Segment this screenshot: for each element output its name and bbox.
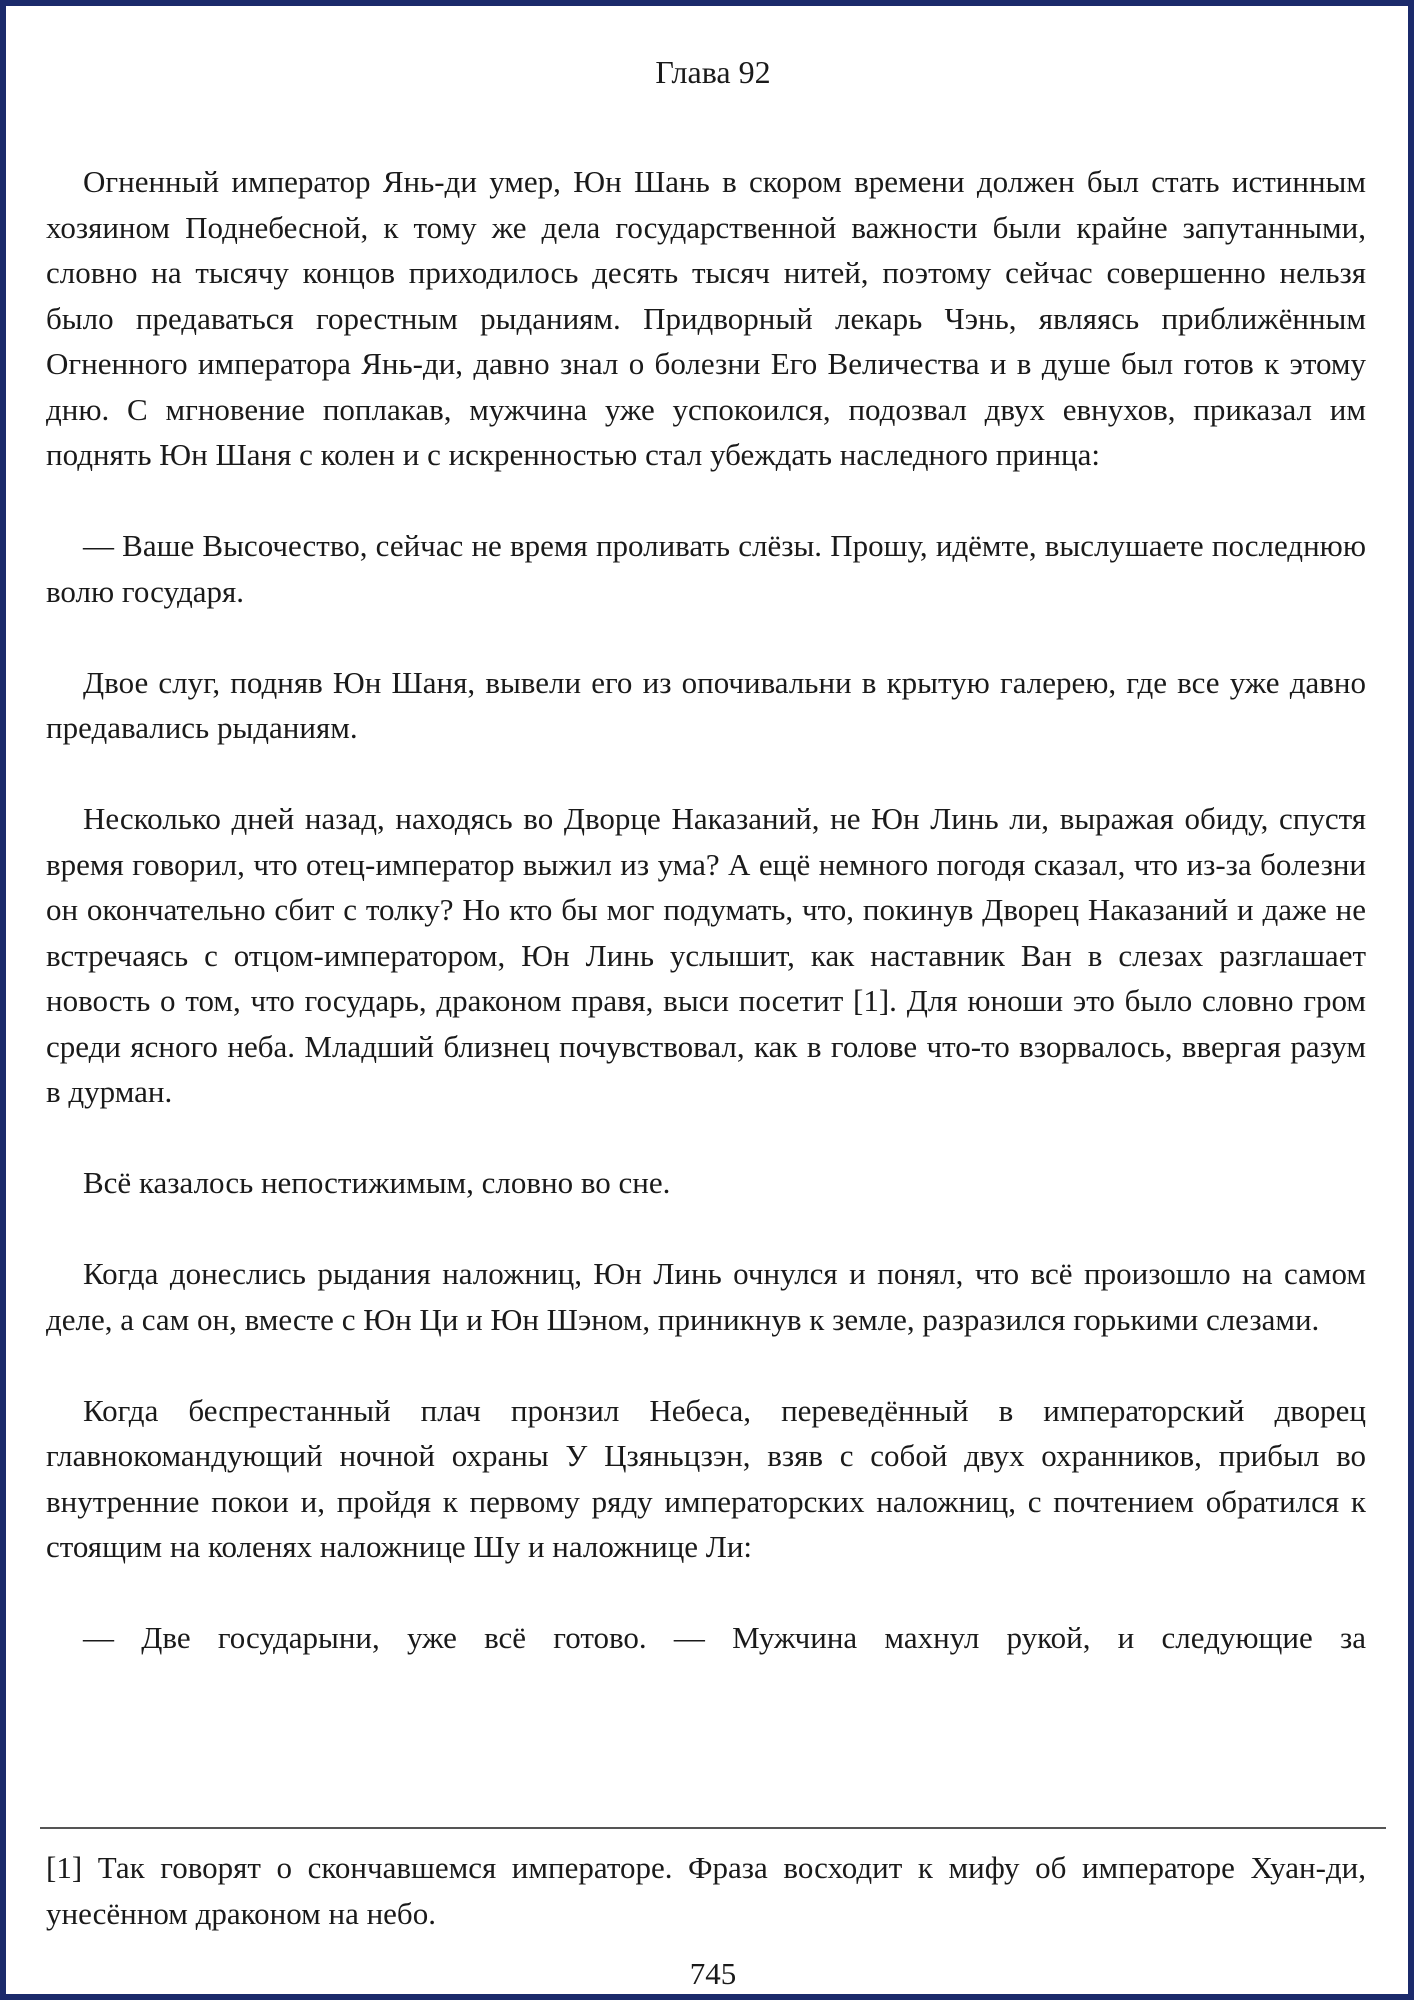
paragraph-4: Несколько дней назад, находясь во Дворце Наказаний, не Юн Линь ли, выражая обиду, спустя время говорил, что отец-император выжил из ума? А ещё немного погодя сказал, что из-за болезни он окончательно сбит с толку? Но кто бы мог подумать, что, покинув Дворец Наказаний и даже не встречаясь с отцом-императором, Юн Линь услышит, как наставник Ван в слезах разглашает новость о том, что государь, драконом правя, выси посетит [1]. Для юноши это было словно гром среди ясного неба. Младший близнец почувствовал, как в голове что-то взорвалось, ввергая разум в дурман.: [46, 801, 1366, 1109]
footnote: [1] Так говорят о скончавшемся императоре. Фраза восходит к мифу об императоре Хуан-ди, унесённом драконом на небо.: [46, 1850, 1366, 1931]
paragraph-1: Огненный император Янь-ди умер, Юн Шань в скором времени должен был стать истинным хозяином Поднебесной, к тому же дела государственной важности были крайне запутанными, словно на тысячу концов приходилось десять тысяч нитей, поэтому сейчас совершенно нельзя было предаваться горестным рыданиям. Придворный лекарь Чэнь, являясь приближённым Огненного императора Янь-ди, давно знал о болезни Его Величества и в душе был готов к этому дню. С мгновение поплакав, мужчина уже успокоился, подозвал двух евнухов, приказал им поднять Юн Шаня с колен и с искренностью стал убеждать наследного принца:: [46, 164, 1366, 472]
paragraph-5: Всё казалось непостижимым, словно во сне.: [83, 1165, 671, 1200]
page-number: 745: [689, 1956, 737, 1991]
paragraph-3: Двое слуг, подняв Юн Шаня, вывели его из опочивальни в крытую галерею, где все уже давно предавались рыданиям.: [46, 664, 1366, 745]
paragraph-8: — Две государыни, уже всё готово. — Мужчина махнул рукой, и следующие за: [83, 1620, 1366, 1655]
paragraph-2: — Ваше Высочество, сейчас не время проливать слёзы. Прошу, идёмте, выслушаете последнюю волю государя.: [46, 528, 1366, 609]
paragraph-6: Когда донеслись рыдания наложниц, Юн Линь очнулся и понял, что всё произошло на самом деле, а сам он, вместе с Юн Ци и Юн Шэном, приникнув к земле, разразился горькими слезами.: [46, 1256, 1366, 1337]
chapter-title: Глава 92: [655, 54, 771, 90]
body-text: [46, 159, 1366, 1661]
paragraph-7: Когда беспрестанный плач пронзил Небеса, переведённый в императорский дворец главнокомандующий ночной охраны У Цзяньцзэн, взяв с собой двух охранников, прибыл во внутренние покои и, пройдя к первому ряду императорских наложниц, с почтением обратился к стоящим на коленях наложнице Шу и наложнице Ли:: [46, 1392, 1366, 1564]
footnote-divider: [40, 1827, 1386, 1829]
